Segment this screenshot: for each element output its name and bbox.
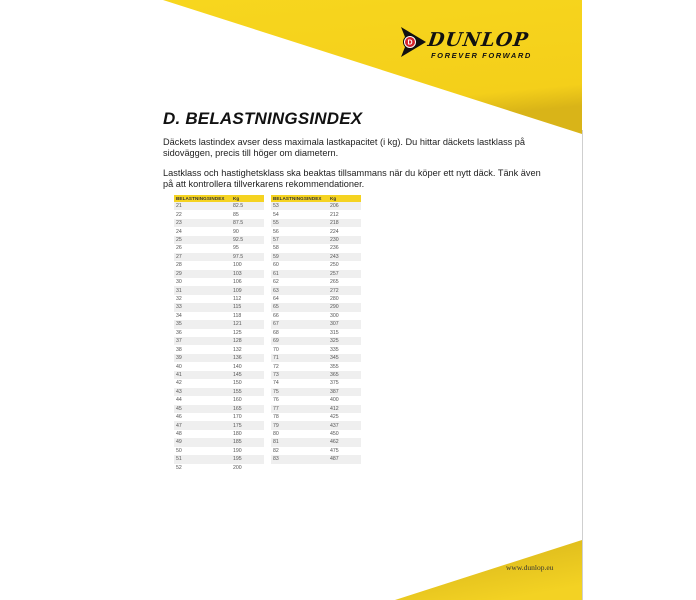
table-row xyxy=(271,438,361,446)
table-row xyxy=(174,371,264,379)
kg-cell: 85 xyxy=(233,211,239,218)
table-row xyxy=(271,379,361,387)
load-index-cell: 33 xyxy=(176,304,182,311)
load-index-cell: 26 xyxy=(176,245,182,252)
brand-name: DUNLOP xyxy=(426,29,531,51)
kg-cell: 175 xyxy=(233,422,242,429)
table-row xyxy=(271,447,361,455)
load-index-cell: 60 xyxy=(273,262,279,269)
table-row xyxy=(271,202,361,210)
load-index-cell: 79 xyxy=(273,422,279,429)
table-row xyxy=(174,261,264,269)
kg-cell: 375 xyxy=(330,380,339,387)
load-index-cell: 37 xyxy=(176,338,182,345)
load-index-cell: 77 xyxy=(273,405,279,412)
table-row xyxy=(174,295,264,303)
kg-cell: 425 xyxy=(330,414,339,421)
table-row xyxy=(271,320,361,328)
kg-cell: 165 xyxy=(233,405,242,412)
table-row xyxy=(174,438,264,446)
table-row xyxy=(271,354,361,362)
load-index-cell: 65 xyxy=(273,304,279,311)
load-index-cell: 48 xyxy=(176,431,182,438)
kg-cell: 132 xyxy=(233,346,242,353)
load-index-cell: 44 xyxy=(176,397,182,404)
load-index-cell: 57 xyxy=(273,236,279,243)
kg-cell: 180 xyxy=(233,431,242,438)
page-title: D. BELASTNINGSINDEX xyxy=(163,109,363,128)
kg-cell: 437 xyxy=(330,422,339,429)
kg-cell: 115 xyxy=(233,304,242,311)
load-index-cell: 43 xyxy=(176,388,182,395)
load-index-cell: 83 xyxy=(273,456,279,463)
table-row xyxy=(174,320,264,328)
table-row xyxy=(174,236,264,244)
kg-cell: 335 xyxy=(330,346,339,353)
table-row xyxy=(174,202,264,210)
load-index-cell: 34 xyxy=(176,312,182,319)
kg-cell: 190 xyxy=(233,447,242,454)
kg-cell: 206 xyxy=(330,203,339,210)
kg-cell: 106 xyxy=(233,279,242,286)
load-index-cell: 46 xyxy=(176,414,182,421)
load-index-cell: 29 xyxy=(176,270,182,277)
kg-cell: 462 xyxy=(330,439,339,446)
kg-cell: 160 xyxy=(233,397,242,404)
load-index-cell: 45 xyxy=(176,405,182,412)
load-index-cell: 69 xyxy=(273,338,279,345)
kg-cell: 92.5 xyxy=(233,236,244,243)
table-row xyxy=(271,295,361,303)
kg-cell: 345 xyxy=(330,355,339,362)
load-index-cell: 74 xyxy=(273,380,279,387)
load-index-cell: 80 xyxy=(273,431,279,438)
table-header xyxy=(271,195,361,202)
load-index-cell: 27 xyxy=(176,253,182,260)
table-row xyxy=(271,337,361,345)
kg-cell: 365 xyxy=(330,371,339,378)
load-index-cell: 64 xyxy=(273,296,279,303)
kg-cell: 224 xyxy=(330,228,339,235)
kg-cell: 185 xyxy=(233,439,242,446)
table-row xyxy=(271,253,361,261)
load-index-cell: 55 xyxy=(273,220,279,227)
table-row xyxy=(174,345,264,353)
brand-tagline: FOREVER FORWARD xyxy=(431,51,532,60)
load-index-cell: 21 xyxy=(176,203,182,210)
load-index-cell: 30 xyxy=(176,279,182,286)
kg-cell: 212 xyxy=(330,211,339,218)
load-index-cell: 25 xyxy=(176,236,182,243)
table-row xyxy=(174,362,264,370)
load-index-cell: 42 xyxy=(176,380,182,387)
load-index-cell: 54 xyxy=(273,211,279,218)
kg-cell: 145 xyxy=(233,371,242,378)
table-row xyxy=(271,362,361,370)
kg-cell: 100 xyxy=(233,262,242,269)
table-row xyxy=(174,278,264,286)
table-row xyxy=(271,455,361,463)
load-index-cell: 66 xyxy=(273,312,279,319)
kg-cell: 250 xyxy=(330,262,339,269)
table-row xyxy=(174,219,264,227)
table-row xyxy=(174,388,264,396)
load-index-cell: 61 xyxy=(273,270,279,277)
table-body xyxy=(271,202,361,464)
load-index-cell: 53 xyxy=(273,203,279,210)
table-row xyxy=(271,278,361,286)
kg-cell: 355 xyxy=(330,363,339,370)
load-index-cell: 78 xyxy=(273,414,279,421)
header-load-index: BELASTNINGSINDEX xyxy=(176,196,225,201)
load-index-cell: 75 xyxy=(273,388,279,395)
header-kg: Kg xyxy=(233,196,240,201)
kg-cell: 155 xyxy=(233,388,242,395)
kg-cell: 265 xyxy=(330,279,339,286)
kg-cell: 200 xyxy=(233,464,242,471)
kg-cell: 387 xyxy=(330,388,339,395)
table-row xyxy=(271,345,361,353)
kg-cell: 140 xyxy=(233,363,242,370)
kg-cell: 450 xyxy=(330,431,339,438)
header-load-index: BELASTNINGSINDEX xyxy=(273,196,322,201)
kg-cell: 109 xyxy=(233,287,242,294)
svg-text:D: D xyxy=(407,39,413,47)
table-row xyxy=(174,421,264,429)
dunlop-logo xyxy=(398,24,558,60)
load-index-cell: 56 xyxy=(273,228,279,235)
load-index-cell: 39 xyxy=(176,355,182,362)
kg-cell: 125 xyxy=(233,329,242,336)
load-index-cell: 62 xyxy=(273,279,279,286)
table-row xyxy=(271,210,361,218)
load-index-cell: 22 xyxy=(176,211,182,218)
load-index-cell: 47 xyxy=(176,422,182,429)
load-index-cell: 76 xyxy=(273,397,279,404)
table-row xyxy=(174,354,264,362)
table-header xyxy=(174,195,264,202)
kg-cell: 300 xyxy=(330,312,339,319)
load-index-cell: 81 xyxy=(273,439,279,446)
kg-cell: 280 xyxy=(330,296,339,303)
table-row xyxy=(271,396,361,404)
kg-cell: 290 xyxy=(330,304,339,311)
kg-cell: 487 xyxy=(330,456,339,463)
load-index-cell: 67 xyxy=(273,321,279,328)
load-index-cell: 51 xyxy=(176,456,182,463)
load-index-cell: 31 xyxy=(176,287,182,294)
table-row xyxy=(174,244,264,252)
load-index-table-left xyxy=(174,195,264,472)
table-row xyxy=(174,312,264,320)
table-row xyxy=(271,388,361,396)
load-index-cell: 35 xyxy=(176,321,182,328)
kg-cell: 475 xyxy=(330,447,339,454)
table-row xyxy=(174,455,264,463)
kg-cell: 195 xyxy=(233,456,242,463)
table-row xyxy=(271,413,361,421)
table-row xyxy=(271,371,361,379)
table-row xyxy=(174,413,264,421)
kg-cell: 412 xyxy=(330,405,339,412)
table-row xyxy=(174,227,264,235)
load-index-cell: 38 xyxy=(176,346,182,353)
table-row xyxy=(271,405,361,413)
kg-cell: 87.5 xyxy=(233,220,244,227)
kg-cell: 315 xyxy=(330,329,339,336)
load-index-cell: 73 xyxy=(273,371,279,378)
load-index-cell: 71 xyxy=(273,355,279,362)
kg-cell: 112 xyxy=(233,296,242,303)
kg-cell: 230 xyxy=(330,236,339,243)
kg-cell: 97.5 xyxy=(233,253,244,260)
table-row xyxy=(174,430,264,438)
load-index-table-right xyxy=(271,195,361,464)
load-index-cell: 49 xyxy=(176,439,182,446)
table-row xyxy=(271,227,361,235)
table-row xyxy=(174,210,264,218)
table-row xyxy=(174,303,264,311)
table-row xyxy=(174,396,264,404)
load-index-cell: 68 xyxy=(273,329,279,336)
table-row xyxy=(271,270,361,278)
kg-cell: 257 xyxy=(330,270,339,277)
load-index-cell: 58 xyxy=(273,245,279,252)
load-index-cell: 41 xyxy=(176,371,182,378)
kg-cell: 218 xyxy=(330,220,339,227)
table-row xyxy=(174,405,264,413)
dunlop-emblem-icon xyxy=(398,24,428,60)
kg-cell: 307 xyxy=(330,321,339,328)
header-kg: Kg xyxy=(330,196,337,201)
table-row xyxy=(174,447,264,455)
load-index-cell: 28 xyxy=(176,262,182,269)
bottom-yellow-triangle xyxy=(395,540,582,600)
advice-paragraph: Lastklass och hastighetsklass ska beaktas tillsammans när du köper ett nytt däck. Tänk även på att kontrollera tillverkarens rekommendationer. xyxy=(163,168,541,189)
load-index-cell: 24 xyxy=(176,228,182,235)
kg-cell: 82.5 xyxy=(233,203,244,210)
table-row xyxy=(174,379,264,387)
table-row xyxy=(271,303,361,311)
table-row xyxy=(174,337,264,345)
table-row xyxy=(174,464,264,472)
load-index-cell: 50 xyxy=(176,447,182,454)
table-row xyxy=(271,421,361,429)
load-index-cell: 70 xyxy=(273,346,279,353)
load-index-cell: 82 xyxy=(273,447,279,454)
load-index-cell: 52 xyxy=(176,464,182,471)
table-row xyxy=(271,261,361,269)
table-row xyxy=(271,329,361,337)
kg-cell: 103 xyxy=(233,270,242,277)
footer-website-link[interactable]: www.dunlop.eu xyxy=(506,563,554,572)
intro-paragraph: Däckets lastindex avser dess maximala lastkapacitet (i kg). Du hittar däckets lastklass på sidoväggen, precis till höger om diametern. xyxy=(163,137,526,158)
load-index-cell: 36 xyxy=(176,329,182,336)
kg-cell: 90 xyxy=(233,228,239,235)
load-index-cell: 59 xyxy=(273,253,279,260)
kg-cell: 95 xyxy=(233,245,239,252)
table-body xyxy=(174,202,264,472)
kg-cell: 170 xyxy=(233,414,242,421)
kg-cell: 236 xyxy=(330,245,339,252)
table-row xyxy=(174,286,264,294)
load-index-cell: 32 xyxy=(176,296,182,303)
table-row xyxy=(271,244,361,252)
kg-cell: 136 xyxy=(233,355,242,362)
load-index-cell: 72 xyxy=(273,363,279,370)
load-index-cell: 63 xyxy=(273,287,279,294)
table-row xyxy=(174,270,264,278)
table-row xyxy=(271,219,361,227)
page-edge-line xyxy=(582,130,583,600)
table-row xyxy=(174,253,264,261)
kg-cell: 128 xyxy=(233,338,242,345)
kg-cell: 325 xyxy=(330,338,339,345)
kg-cell: 150 xyxy=(233,380,242,387)
table-row xyxy=(271,236,361,244)
load-index-cell: 40 xyxy=(176,363,182,370)
table-row xyxy=(271,312,361,320)
table-row xyxy=(271,286,361,294)
kg-cell: 400 xyxy=(330,397,339,404)
table-row xyxy=(174,329,264,337)
kg-cell: 243 xyxy=(330,253,339,260)
table-row xyxy=(271,430,361,438)
load-index-cell: 23 xyxy=(176,220,182,227)
kg-cell: 121 xyxy=(233,321,242,328)
kg-cell: 118 xyxy=(233,312,242,319)
kg-cell: 272 xyxy=(330,287,339,294)
